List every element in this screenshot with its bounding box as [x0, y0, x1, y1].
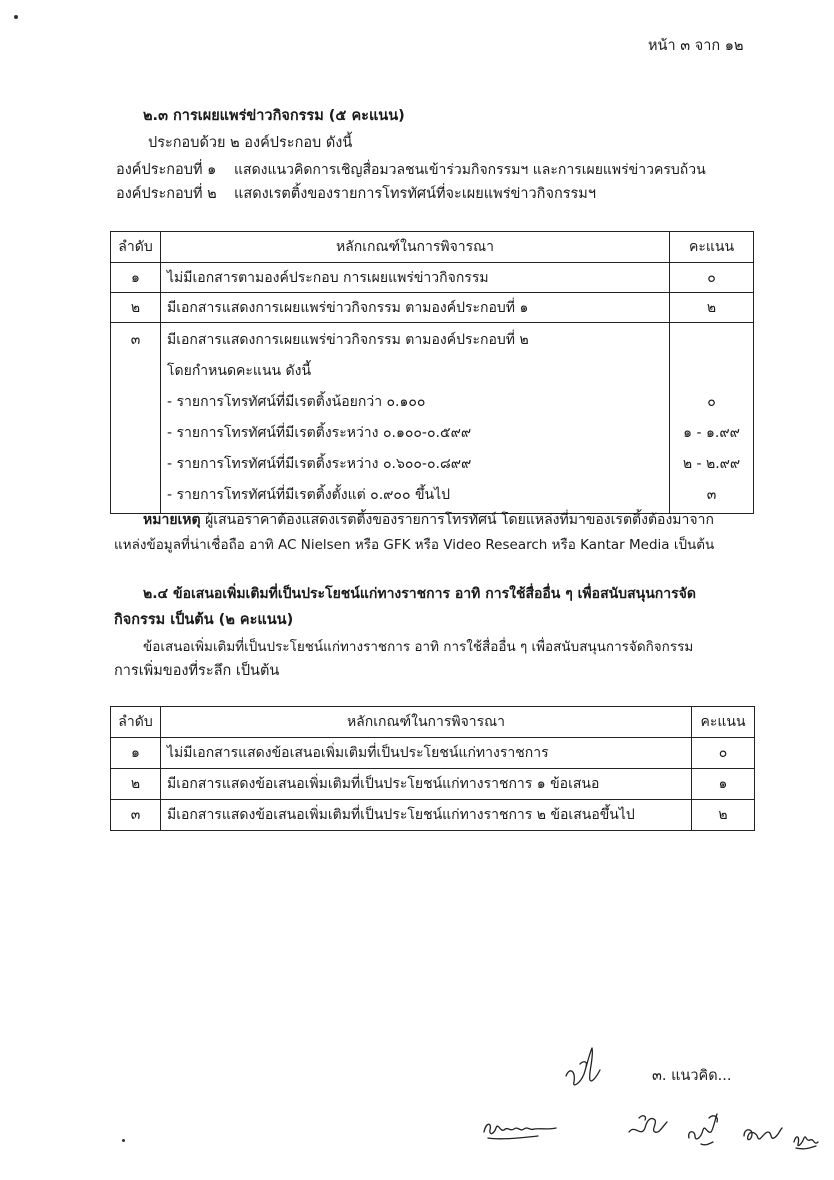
initials: [790, 1126, 820, 1152]
criteria-line: มีเอกสารแสดงการเผยแพร่ข่าวกิจกรรม ตามองค์ประกอบที่ ๒: [167, 332, 529, 348]
row-number: ๓: [111, 323, 161, 514]
row-score: ๒: [692, 800, 755, 831]
criteria-line: โดยกำหนดคะแนน ดังนี้: [167, 363, 312, 379]
section-2-4-heading: ๒.๔ ข้อเสนอเพิ่มเติมที่เป็นประโยชน์แก่ทางราชการ อาทิ การใช้สื่ออื่น ๆ เพื่อสนับสนุนการจัด: [143, 586, 696, 602]
row-number: ๒: [111, 293, 161, 323]
note-text: ผู้เสนอราคาต้องแสดงเรตติ้งของรายการโทรทัศน์ โดยแหล่งที่มาของเรตติ้งต้องมาจาก: [200, 512, 714, 528]
row-criteria: มีเอกสารแสดงข้อเสนอเพิ่มเติมที่เป็นประโยชน์แก่ทางราชการ ๑ ข้อเสนอ: [161, 769, 692, 800]
signature: [683, 1108, 729, 1148]
rating-criteria-table: [110, 231, 754, 514]
row-criteria: ไม่มีเอกสารตามองค์ประกอบ การเผยแพร่ข่าวกิจกรรม: [161, 263, 670, 293]
signature: [558, 1044, 608, 1094]
note-line-1: [143, 510, 714, 530]
column-header-no: ลำดับ: [111, 707, 161, 738]
score-line: ๓: [706, 487, 717, 503]
row-score: ๑: [692, 769, 755, 800]
page-number: หน้า ๓ จาก ๑๒: [648, 38, 744, 54]
row-number: ๒: [111, 769, 161, 800]
table-row: [111, 800, 755, 831]
section-2-4-body-continued: การเพิ่มของที่ระลึก เป็นต้น: [114, 663, 280, 679]
row-criteria-multiline: [161, 323, 670, 514]
column-header-criteria: หลักเกณฑ์ในการพิจารณา: [161, 232, 670, 263]
table-header-row: [111, 707, 755, 738]
section-2-3-heading: ๒.๓ การเผยแพร่ข่าวกิจกรรม (๕ คะแนน): [143, 108, 405, 124]
component-2-label: องค์ประกอบที่ ๒: [116, 186, 217, 202]
score-line: ๐: [707, 394, 716, 410]
column-header-criteria: หลักเกณฑ์ในการพิจารณา: [161, 707, 692, 738]
criteria-line: - รายการโทรทัศน์ที่มีเรตติ้งตั้งแต่ ๐.๙๐๐ ขึ้นไป: [167, 487, 451, 503]
criteria-line: - รายการโทรทัศน์ที่มีเรตติ้งน้อยกว่า ๐.๑๐๐: [167, 394, 426, 410]
column-header-no: ลำดับ: [111, 232, 161, 263]
criteria-line: - รายการโทรทัศน์ที่มีเรตติ้งระหว่าง ๐.๑๐๐-๐.๕๙๙: [167, 425, 472, 441]
section-2-4-body: ข้อเสนอเพิ่มเติมที่เป็นประโยชน์แก่ทางราชการ อาทิ การใช้สื่ออื่น ๆ เพื่อสนับสนุนการจัดกิจกรรม: [143, 639, 694, 655]
component-2-text: แสดงเรตติ้งของรายการโทรทัศน์ที่จะเผยแพร่ข่าวกิจกรรมฯ: [234, 186, 597, 202]
note-line-2: แหล่งข้อมูลที่น่าเชื่อถือ อาทิ AC Nielsen หรือ GFK หรือ Video Research หรือ Kantar Media เป็นต้น: [114, 537, 715, 553]
score-line: [676, 356, 747, 387]
row-score: ๐: [692, 738, 755, 769]
row-score: ๒: [670, 293, 754, 323]
row-criteria: มีเอกสารแสดงข้อเสนอเพิ่มเติมที่เป็นประโยชน์แก่ทางราชการ ๒ ข้อเสนอขึ้นไป: [161, 800, 692, 831]
scan-dot: [122, 1139, 125, 1142]
row-score-multiline: [670, 323, 754, 514]
signature: [480, 1114, 560, 1144]
row-criteria: มีเอกสารแสดงการเผยแพร่ข่าวกิจกรรม ตามองค์ประกอบที่ ๑: [161, 293, 670, 323]
component-1-label: องค์ประกอบที่ ๑: [116, 162, 217, 178]
score-line: [676, 325, 747, 356]
table-row: [111, 263, 754, 293]
table-row: [111, 738, 755, 769]
row-number: ๑: [111, 738, 161, 769]
section-2-4-heading-continued: กิจกรรม เป็นต้น (๒ คะแนน): [114, 612, 294, 628]
note-label: หมายเหตุ: [143, 512, 201, 528]
additional-proposal-table: [110, 706, 755, 831]
continuation-text: ๓. แนวคิด...: [652, 1068, 732, 1084]
scan-dot: [14, 15, 18, 19]
score-line: ๑ - ๑.๙๙: [683, 425, 740, 441]
table-row: [111, 769, 755, 800]
row-score: ๐: [670, 263, 754, 293]
score-line: ๒ - ๒.๙๙: [682, 456, 741, 472]
table-row: [111, 323, 754, 514]
column-header-score: คะแนน: [670, 232, 754, 263]
row-number: ๑: [111, 263, 161, 293]
signature: [740, 1118, 784, 1148]
row-number: ๓: [111, 800, 161, 831]
row-criteria: ไม่มีเอกสารแสดงข้อเสนอเพิ่มเติมที่เป็นประโยชน์แก่ทางราชการ: [161, 738, 692, 769]
table-row: [111, 293, 754, 323]
signature: [625, 1110, 671, 1142]
column-header-score: คะแนน: [692, 707, 755, 738]
section-2-3-intro: ประกอบด้วย ๒ องค์ประกอบ ดังนี้: [148, 135, 353, 151]
table-header-row: [111, 232, 754, 263]
criteria-line: - รายการโทรทัศน์ที่มีเรตติ้งระหว่าง ๐.๖๐๐-๐.๘๙๙: [167, 456, 472, 472]
component-1-text: แสดงแนวคิดการเชิญสื่อมวลชนเข้าร่วมกิจกรรมฯ และการเผยแพร่ข่าวครบถ้วน: [234, 162, 706, 178]
